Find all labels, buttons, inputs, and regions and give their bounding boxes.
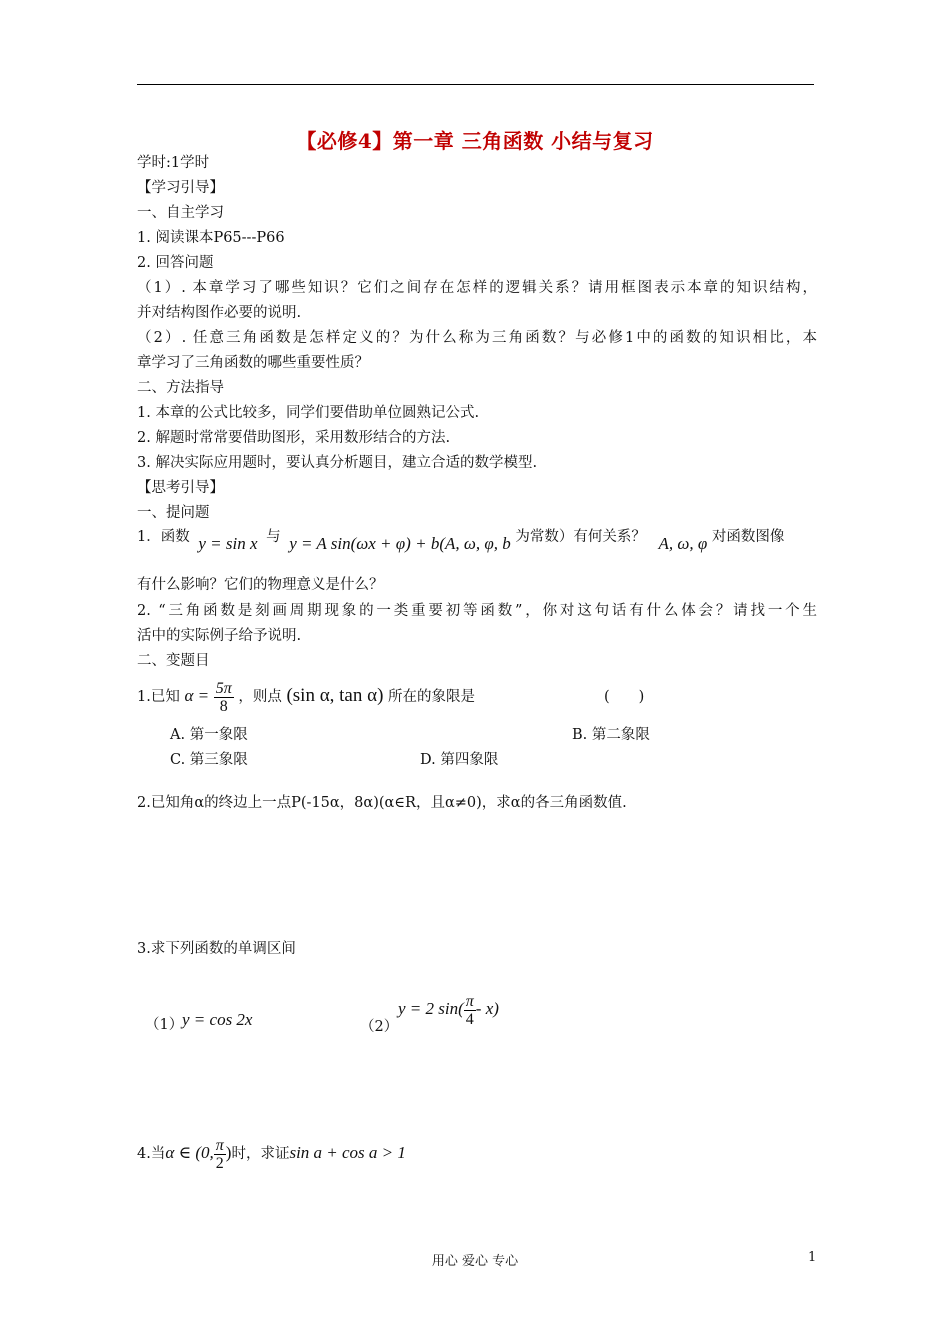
page-number: 1 — [808, 1250, 817, 1265]
formula-params: A, ω, φ — [658, 534, 708, 553]
option-b: B. 第二象限 — [572, 727, 650, 743]
fraction-denominator: 4 — [465, 1010, 474, 1028]
prompt-1-lead: 1．函数 — [137, 529, 190, 545]
fraction-numerator: 5π — [215, 679, 232, 697]
prompt-1-effect: 对函数图像 — [711, 529, 785, 545]
class-hours: 学时:1学时 — [137, 155, 210, 171]
formula-sin-x: y = sin x — [198, 534, 258, 553]
heading-questions: 一、提问题 — [137, 505, 210, 521]
method-3: 3. 解决实际应用题时，要认真分析题目，建立合适的数学模型. — [137, 455, 538, 471]
fraction-5pi-over-8 — [214, 680, 234, 715]
alpha-equals: α = — [184, 686, 210, 705]
fraction-numerator: π — [215, 1136, 224, 1154]
question-2-line-1: （2）. 任意三角函数是怎样定义的？为什么称为三角函数？与必修1中的函数的知识相比，本 — [137, 330, 817, 346]
variant-1-tail: 所在的象限是 — [388, 689, 476, 705]
interval-close: ) — [225, 1143, 232, 1162]
answer-blank: ( ) — [604, 689, 645, 705]
variant-2: 2.已知角α的终边上一点P(-15α，8α)(α∈R，且α≠0)，求α的各三角函数值. — [137, 795, 627, 811]
prompt-1-with: 与 — [266, 529, 281, 545]
fraction-pi-over-2 — [214, 1137, 226, 1172]
point-sin-tan: (sin α, tan α) — [286, 685, 384, 706]
variant-4-lead: 4.当 — [137, 1146, 166, 1162]
fraction-pi-over-4 — [464, 993, 476, 1028]
heading-method: 二、方法指导 — [137, 380, 224, 396]
question-1-line-1: （1）. 本章学习了哪些知识？它们之间存在怎样的逻辑关系？请用框图表示本章的知识结构， — [137, 280, 817, 296]
variant-4-mid: 时，求证 — [231, 1146, 290, 1162]
item-read-textbook: 1. 阅读课本P65---P66 — [137, 230, 285, 246]
item-answer-questions: 2. 回答问题 — [137, 255, 214, 271]
header-rule — [137, 84, 814, 85]
formula-cos-2x: y = cos 2x — [182, 1010, 253, 1029]
fraction-denominator: 8 — [219, 697, 228, 715]
prompt-2-line-1: 2. “三角函数是刻画周期现象的一类重要初等函数”，你对这句话有什么体会？请找一个生 — [137, 603, 817, 619]
prompt-2-line-2: 活中的实际例子给予说明. — [137, 628, 302, 644]
variant-3-label-2: （2） — [360, 1019, 399, 1035]
question-1-line-2: 并对结构图作必要的说明. — [137, 305, 302, 321]
fraction-denominator: 2 — [215, 1154, 224, 1172]
heading-self-study: 一、自主学习 — [137, 205, 224, 221]
prompt-1-const: 为常数）有何关系？ — [515, 529, 646, 545]
method-1: 1. 本章的公式比较多，同学们要借助单位圆熟记公式. — [137, 405, 480, 421]
prompt-1-line-2: 有什么影响？它们的物理意义是什么？ — [137, 577, 384, 593]
footer-motto: 用心 爱心 专心 — [431, 1254, 519, 1269]
heading-variants: 二、变题目 — [137, 653, 210, 669]
variant-1-lead: 1.已知 — [137, 689, 180, 705]
variant-1-mid: ，则点 — [238, 689, 282, 705]
method-2: 2. 解题时常常要借助图形，采用数形结合的方法. — [137, 430, 451, 446]
page-title: 【必修4】第一章 三角函数 小结与复习 — [296, 129, 654, 153]
section-thinking-guide: 【思考引导】 — [137, 480, 224, 496]
question-2-line-2: 章学习了三角函数的哪些重要性质？ — [137, 355, 369, 371]
variant-3-label-1: （1） — [145, 1017, 184, 1033]
variant-4 — [137, 1133, 406, 1174]
inequality: sin a + cos a > 1 — [289, 1143, 406, 1162]
formula-2sin-head: y = 2 sin( — [398, 999, 464, 1018]
option-d: D. 第四象限 — [420, 752, 499, 768]
variant-3-lead: 3.求下列函数的单调区间 — [137, 941, 296, 957]
variant-1-stem — [137, 676, 475, 717]
formula-general-sine: y = A sin(ωx + φ) + b(A, ω, φ, b — [289, 534, 511, 553]
section-learning-guide: 【学习引导】 — [137, 180, 224, 196]
formula-2sin-tail: - x) — [475, 999, 499, 1018]
alpha-in-interval: α ∈ (0, — [165, 1143, 214, 1162]
formula-2sin — [398, 989, 499, 1030]
fraction-numerator: π — [465, 992, 474, 1010]
option-a: A. 第一象限 — [170, 727, 248, 743]
option-c: C. 第三象限 — [170, 752, 248, 768]
prompt-1-line-1 — [137, 527, 785, 553]
